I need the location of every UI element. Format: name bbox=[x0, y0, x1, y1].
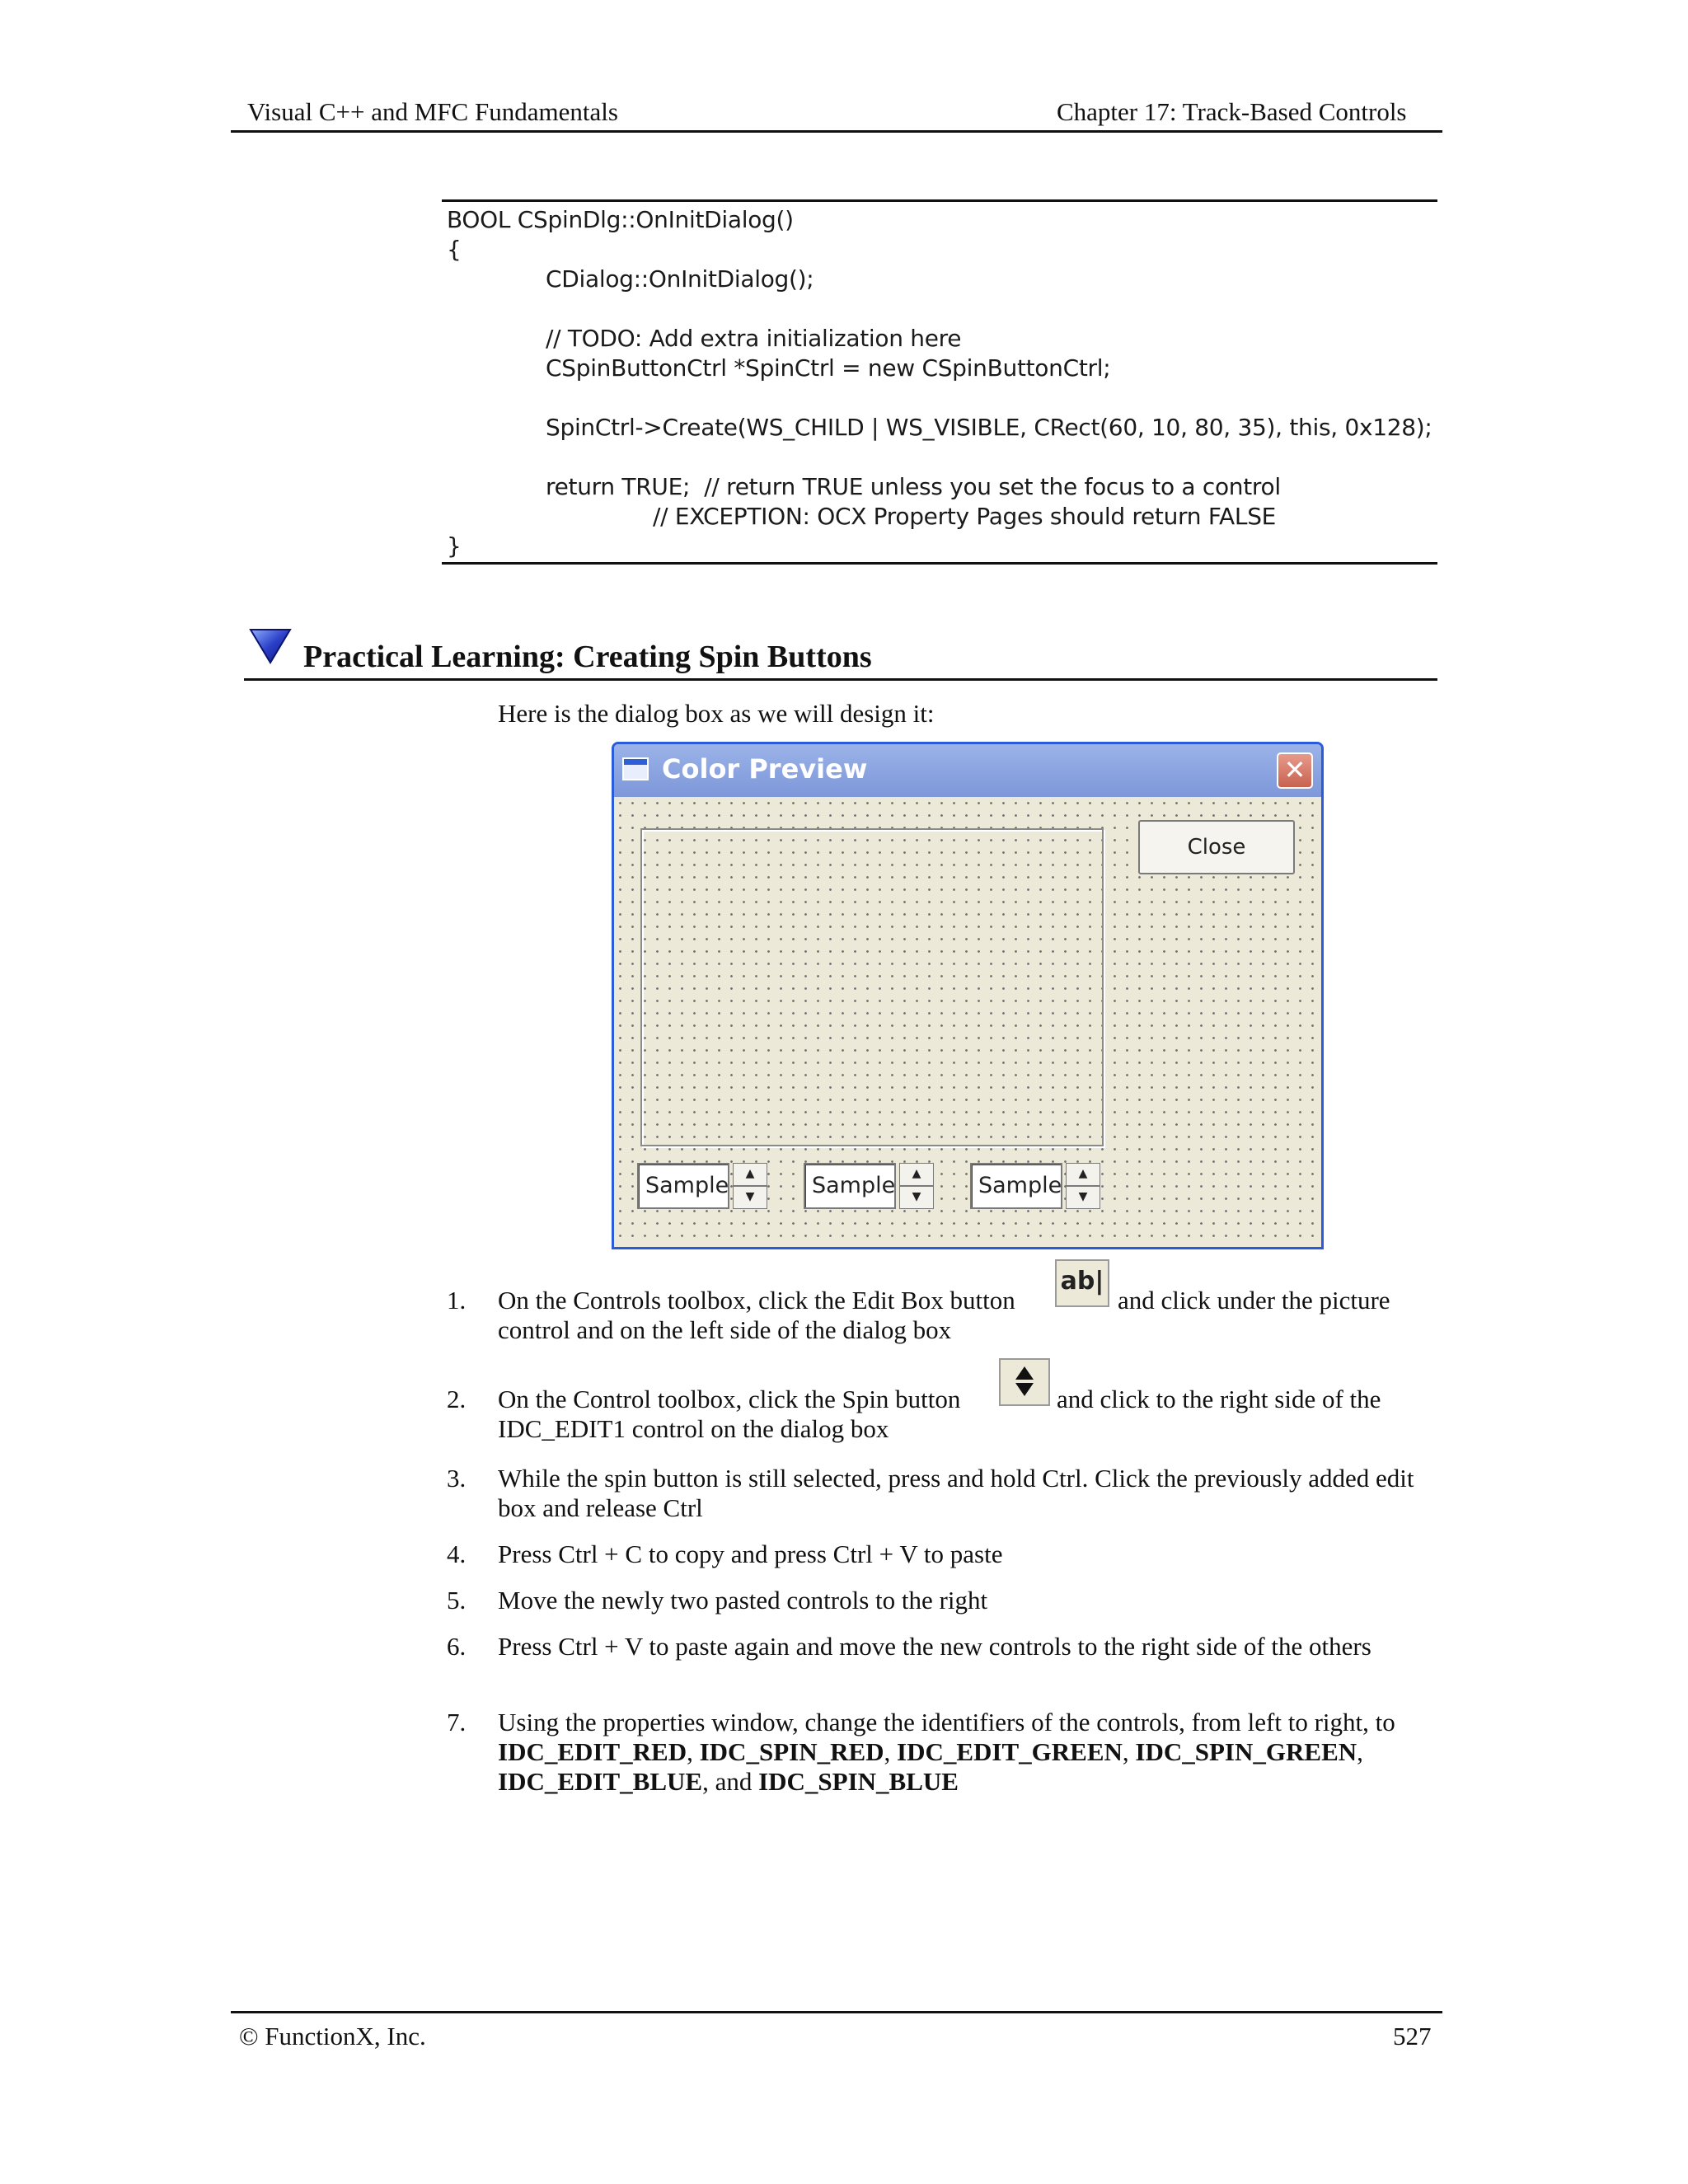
spin-up-icon[interactable]: ▲ bbox=[1066, 1163, 1100, 1186]
edit-red[interactable]: Sample bbox=[637, 1163, 729, 1209]
section-rule bbox=[244, 678, 1437, 681]
step-number: 3. bbox=[447, 1464, 467, 1493]
control-id: IDC_EDIT_GREEN bbox=[897, 1737, 1123, 1766]
section-title: Practical Learning: Creating Spin Buttons bbox=[303, 640, 872, 674]
up-down-arrows-icon bbox=[1001, 1360, 1048, 1404]
spin-down-icon[interactable]: ▼ bbox=[733, 1186, 767, 1209]
edit-green[interactable]: Sample bbox=[804, 1163, 896, 1209]
spin-down-icon[interactable]: ▼ bbox=[899, 1186, 934, 1209]
step-number: 1. bbox=[447, 1286, 467, 1315]
step-text: and click under the picture bbox=[1118, 1286, 1390, 1315]
triangle-bullet-icon bbox=[247, 625, 293, 666]
spin-up-icon[interactable]: ▲ bbox=[733, 1163, 767, 1186]
color-preview-dialog bbox=[612, 742, 1324, 1249]
step-text: On the Controls toolbox, click the Edit Box button bbox=[498, 1286, 1015, 1315]
spin-green[interactable] bbox=[899, 1163, 934, 1209]
code-line: SpinCtrl->Create(WS_CHILD | WS_VISIBLE, CRect(60, 10, 80, 35), this, 0x128); bbox=[546, 414, 1432, 441]
step-text: On the Control toolbox, click the Spin button bbox=[498, 1385, 961, 1413]
code-line: // EXCEPTION: OCX Property Pages should return FALSE bbox=[653, 503, 1277, 530]
close-icon[interactable]: ✕ bbox=[1277, 752, 1313, 789]
dialog-title: Color Preview bbox=[662, 753, 868, 785]
control-id: IDC_SPIN_BLUE bbox=[758, 1767, 959, 1796]
control-id: IDC_EDIT_BLUE bbox=[498, 1767, 703, 1796]
step-text: and click to the right side of the bbox=[1057, 1385, 1381, 1413]
step-text: IDC_EDIT1 control on the dialog box bbox=[498, 1414, 889, 1443]
header-book-title: Visual C++ and MFC Fundamentals bbox=[247, 97, 618, 126]
step-number: 5. bbox=[447, 1586, 467, 1615]
step-number: 2. bbox=[447, 1385, 467, 1413]
step-text: Using the properties window, change the identifiers of the controls, from left to right, to IDC_EDIT_RED, IDC_SPIN_RED, IDC_EDIT_GREEN, IDC_SPIN_GREEN, IDC_EDIT_BLUE, and IDC_SPIN_BLUE bbox=[498, 1708, 1395, 1796]
header-chapter-title: Chapter 17: Track-Based Controls bbox=[1057, 97, 1407, 126]
dialog-design-surface bbox=[614, 797, 1321, 1247]
code-line: // TODO: Add extra initialization here bbox=[546, 325, 962, 352]
spin-down-icon[interactable]: ▼ bbox=[1066, 1186, 1100, 1209]
section-intro: Here is the dialog box as we will design it: bbox=[498, 699, 935, 728]
close-button[interactable]: Close bbox=[1138, 820, 1295, 874]
spin-red[interactable] bbox=[733, 1163, 767, 1209]
footer-rule bbox=[231, 2011, 1442, 2013]
step-7-intro: Using the properties window, change the identifiers of the controls, from left to right, to bbox=[498, 1708, 1395, 1736]
spin-blue[interactable] bbox=[1066, 1163, 1100, 1209]
step-number: 7. bbox=[447, 1708, 467, 1736]
dialog-title-bar bbox=[614, 744, 1321, 797]
step-text: While the spin button is still selected, press and hold Ctrl. Click the previously added edit box and release Ctrl bbox=[498, 1464, 1414, 1522]
step-text: Press Ctrl + C to copy and press Ctrl + V to paste bbox=[498, 1540, 1003, 1568]
control-id: IDC_SPIN_GREEN bbox=[1135, 1737, 1357, 1766]
code-bottom-rule bbox=[442, 562, 1437, 565]
control-id: IDC_SPIN_RED bbox=[699, 1737, 884, 1766]
step-number: 4. bbox=[447, 1540, 467, 1568]
header-rule bbox=[231, 130, 1442, 133]
step-number: 6. bbox=[447, 1632, 467, 1661]
code-line: } bbox=[447, 532, 462, 560]
code-top-rule bbox=[442, 199, 1437, 202]
page-number: 527 bbox=[1393, 2022, 1432, 2050]
spin-up-icon[interactable]: ▲ bbox=[899, 1163, 934, 1186]
control-id: IDC_EDIT_RED bbox=[498, 1737, 687, 1766]
step-text: Press Ctrl + V to paste again and move the new controls to the right side of the others bbox=[498, 1632, 1372, 1661]
footer-copyright: © FunctionX, Inc. bbox=[239, 2022, 426, 2050]
code-line: CDialog::OnInitDialog(); bbox=[546, 265, 814, 293]
edit-box-tool-icon: ab| bbox=[1055, 1259, 1109, 1307]
edit-blue[interactable]: Sample bbox=[970, 1163, 1062, 1209]
step-text: Move the newly two pasted controls to the right bbox=[498, 1586, 988, 1615]
code-line: BOOL CSpinDlg::OnInitDialog() bbox=[447, 206, 794, 233]
picture-control[interactable] bbox=[640, 828, 1104, 1146]
window-icon bbox=[622, 757, 649, 780]
code-line: return TRUE; // return TRUE unless you set the focus to a control bbox=[546, 473, 1281, 500]
step-text: control and on the left side of the dialog box bbox=[498, 1315, 952, 1344]
code-line: { bbox=[447, 236, 462, 263]
spin-tool-icon bbox=[999, 1358, 1050, 1406]
code-line: CSpinButtonCtrl *SpinCtrl = new CSpinButtonCtrl; bbox=[546, 354, 1111, 382]
